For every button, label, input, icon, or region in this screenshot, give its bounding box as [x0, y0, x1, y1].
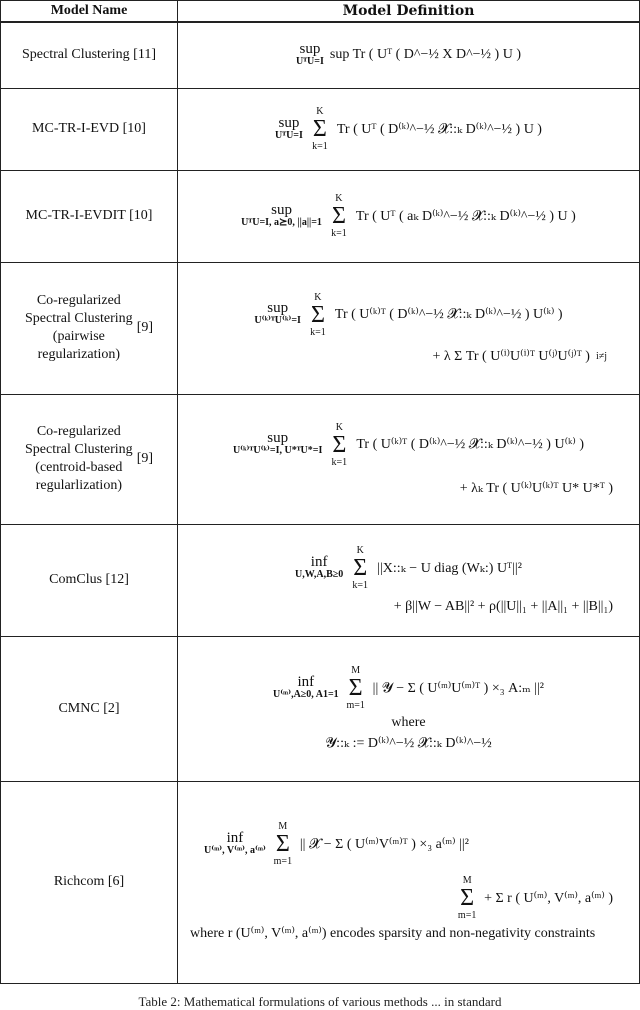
model-name-cell	[1, 781, 178, 983]
equation-continued: + β||W − AB||² + ρ(||U||₁ + ||A||₁ + ||B||₁)	[393, 599, 613, 614]
model-name: Co-regularized Spectral Clustering (centroid-based regularlization)	[24, 424, 133, 493]
model-name: CMNC [2]	[58, 700, 120, 716]
table-row	[1, 394, 640, 524]
model-name-cell	[1, 394, 178, 524]
equation-continued: + Σ r ( U⁽ᵐ⁾, V⁽ᵐ⁾, a⁽ᵐ⁾ )	[484, 890, 613, 906]
table-row	[1, 170, 640, 262]
model-definition-cell: inf U⁽ᵐ⁾,A≥0, A1=1 M Σ m=1 || 𝓨 − Σ ( U⁽ᵐ⁾U⁽ᵐ⁾ᵀ ) ×₃ A:ₘ ||² where 𝓨::ₖ := D⁽ᵏ⁾^−½ 𝓧::ₖ D⁽ᵏ⁾^−½	[178, 636, 640, 781]
model-definition-cell: inf U⁽ᵐ⁾, V⁽ᵐ⁾, a⁽ᵐ⁾ M Σ m=1 || 𝓧 − Σ ( U⁽ᵐ⁾V⁽ᵐ⁾ᵀ ) ×₃ a⁽ᵐ⁾ ||² M Σ m=1 + Σ r ( U⁽ᵐ⁾, V⁽ᵐ⁾, a⁽ᵐ⁾ ) where r (U⁽ᵐ⁾, V⁽ᵐ⁾, a⁽ᵐ⁾) encodes sparsity and non-negativity constraints	[178, 781, 640, 983]
model-name-cell	[1, 262, 178, 394]
equation: Tr ( U⁽ᵏ⁾ᵀ ( D⁽ᵏ⁾^−½ 𝓧::ₖ D⁽ᵏ⁾^−½ ) U⁽ᵏ⁾ )	[334, 307, 563, 322]
eq-limit: sup UᵀU=I	[295, 40, 324, 67]
model-name-cell	[1, 170, 178, 262]
model-name: ComClus [12]	[49, 572, 129, 587]
table-row	[1, 636, 640, 781]
header-model-name: Model Name	[1, 1, 178, 23]
equation: ||X::ₖ − U diag (Wₖ:) Uᵀ||²	[377, 560, 522, 576]
model-definition-cell	[178, 22, 640, 88]
table-row	[1, 524, 640, 636]
model-definition-cell: sup UᵀU=I K Σ k=1 Tr ( Uᵀ ( D⁽ᵏ⁾^−½ 𝓧::ₖ D⁽ᵏ⁾^−½ ) U )	[178, 88, 640, 170]
model-name: MC-TR-I-EVDIT [10]	[25, 208, 153, 223]
equation-continued: + λ Σ Tr ( U⁽ⁱ⁾U⁽ⁱ⁾ᵀ U⁽ʲ⁾U⁽ʲ⁾ᵀ )	[432, 348, 590, 364]
model-ref: [9]	[136, 451, 154, 466]
note-text: where r (U⁽ᵐ⁾, V⁽ᵐ⁾, a⁽ᵐ⁾) encodes sparsity and non-negativity constraints	[190, 926, 596, 941]
model-name: Richcom [6]	[53, 874, 125, 889]
model-definition-cell: sup U⁽ᵏ⁾ᵀU⁽ᵏ⁾=I K Σ k=1 Tr ( U⁽ᵏ⁾ᵀ ( D⁽ᵏ⁾^−½ 𝓧::ₖ D⁽ᵏ⁾^−½ ) U⁽ᵏ⁾ ) + λ Σ Tr ( U⁽ⁱ⁾U⁽ⁱ⁾ᵀ U⁽ʲ⁾U⁽ʲ⁾ᵀ ) i≠j	[178, 262, 640, 394]
equation: Tr ( Uᵀ ( aₖ D⁽ᵏ⁾^−½ 𝓧::ₖ D⁽ᵏ⁾^−½ ) U )	[355, 208, 576, 224]
model-name-cell	[1, 524, 178, 636]
equation: Tr ( U⁽ᵏ⁾ᵀ ( D⁽ᵏ⁾^−½ 𝓧::ₖ D⁽ᵏ⁾^−½ ) U⁽ᵏ⁾ )	[356, 437, 585, 452]
equation: Tr ( Uᵀ ( D⁽ᵏ⁾^−½ 𝓧::ₖ D⁽ᵏ⁾^−½ ) U )	[336, 121, 542, 137]
model-name-cell	[1, 636, 178, 781]
model-name-cell	[1, 22, 178, 88]
table-row	[1, 22, 640, 88]
model-name-cell	[1, 88, 178, 170]
table-row	[1, 262, 640, 394]
where-label: where	[391, 715, 426, 730]
model-definition-cell: inf U,W,A,B≥0 K Σ k=1 ||X::ₖ − U diag (Wₖ:) Uᵀ||² + β||W − AB||² + ρ(||U||₁ + ||A||₁ + ||B||₁)	[178, 524, 640, 636]
equation: || 𝓧 − Σ ( U⁽ᵐ⁾V⁽ᵐ⁾ᵀ ) ×₃ a⁽ᵐ⁾ ||²	[299, 836, 469, 852]
table-row	[1, 88, 640, 170]
equation-definition: 𝓨::ₖ := D⁽ᵏ⁾^−½ 𝓧::ₖ D⁽ᵏ⁾^−½	[325, 736, 492, 751]
model-name: Spectral Clustering [11]	[21, 47, 156, 63]
model-definition-cell: sup UᵀU=I, a⪰0, ||a||=1 K Σ k=1 Tr ( Uᵀ ( aₖ D⁽ᵏ⁾^−½ 𝓧::ₖ D⁽ᵏ⁾^−½ ) U )	[178, 170, 640, 262]
equation-continued: + λₖ Tr ( U⁽ᵏ⁾U⁽ᵏ⁾ᵀ U* U*ᵀ )	[459, 480, 613, 496]
model-ref: [9]	[136, 320, 154, 335]
table-caption: Table 2: Mathematical formulations of various methods ... in standard	[138, 994, 502, 1009]
model-name: Co-regularized Spectral Clustering (pairwise regularization)	[24, 293, 133, 362]
model-name: MC-TR-I-EVD [10]	[32, 121, 146, 136]
equation: sup Tr ( Uᵀ ( D^−½ X D^−½ ) U )	[329, 47, 521, 63]
header-model-definition: Model Definition	[178, 1, 640, 23]
model-definition-cell: sup U⁽ᵏ⁾ᵀU⁽ᵏ⁾=I, U*ᵀU*=I K Σ k=1 Tr ( U⁽ᵏ⁾ᵀ ( D⁽ᵏ⁾^−½ 𝓧::ₖ D⁽ᵏ⁾^−½ ) U⁽ᵏ⁾ ) + λₖ Tr ( U⁽ᵏ⁾U⁽ᵏ⁾ᵀ U* U*ᵀ )	[178, 394, 640, 524]
equation: || 𝓨 − Σ ( U⁽ᵐ⁾U⁽ᵐ⁾ᵀ ) ×₃ A:ₘ ||²	[372, 680, 544, 696]
table-row	[1, 781, 640, 983]
